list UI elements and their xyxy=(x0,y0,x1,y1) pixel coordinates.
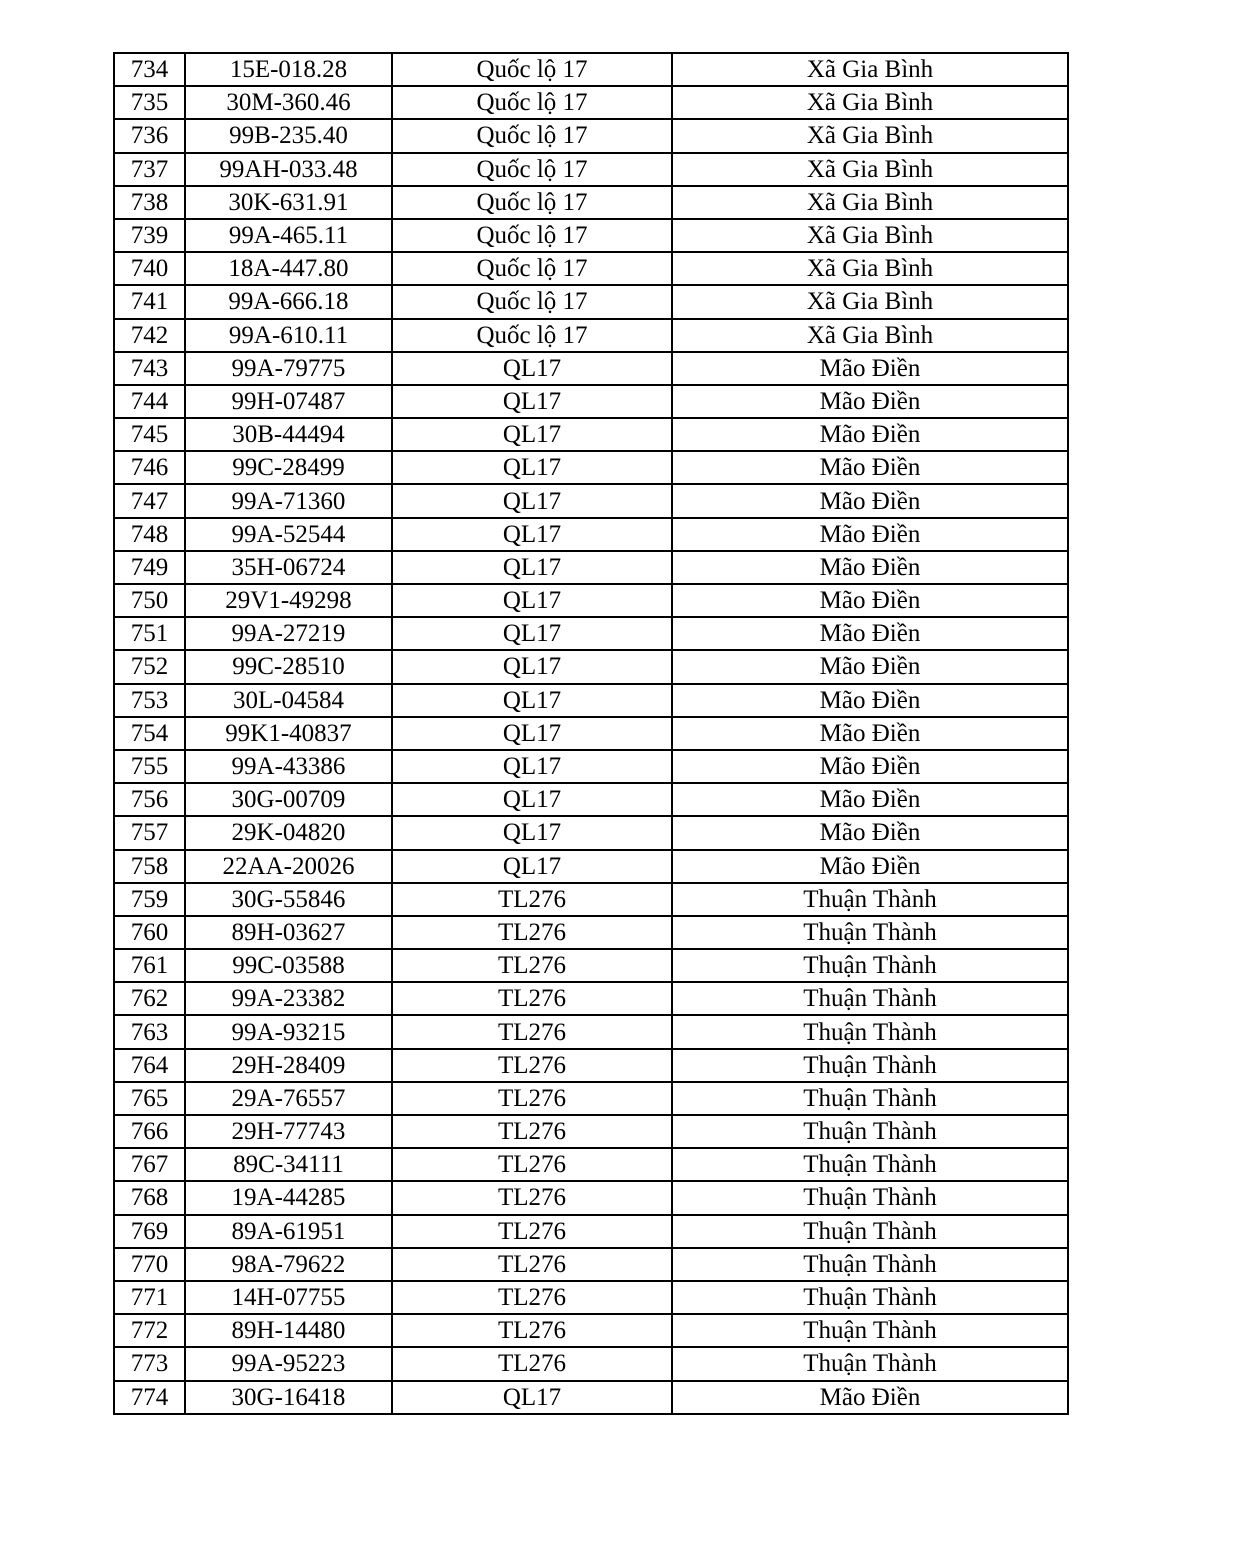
table-row xyxy=(114,850,1068,883)
road-cell: QL17 xyxy=(392,484,672,517)
table-row xyxy=(114,484,1068,517)
license-plate-cell: 30L-04584 xyxy=(185,684,392,717)
table-row xyxy=(114,949,1068,982)
location-cell: Thuận Thành xyxy=(672,1347,1068,1380)
location-cell: Mão Điền xyxy=(672,418,1068,451)
table-row xyxy=(114,684,1068,717)
road-cell: QL17 xyxy=(392,617,672,650)
license-plate-cell: 89C-34111 xyxy=(185,1148,392,1181)
table-row xyxy=(114,717,1068,750)
row-number-cell: 765 xyxy=(114,1082,185,1115)
row-number-cell: 769 xyxy=(114,1215,185,1248)
row-number-cell: 740 xyxy=(114,252,185,285)
table-row xyxy=(114,584,1068,617)
license-plate-cell: 29A-76557 xyxy=(185,1082,392,1115)
row-number-cell: 751 xyxy=(114,617,185,650)
location-cell: Mão Điền xyxy=(672,518,1068,551)
table-row xyxy=(114,418,1068,451)
location-cell: Xã Gia Bình xyxy=(672,119,1068,152)
table-row xyxy=(114,1148,1068,1181)
location-cell: Mão Điền xyxy=(672,816,1068,849)
license-plate-cell: 19A-44285 xyxy=(185,1181,392,1214)
row-number-cell: 771 xyxy=(114,1281,185,1314)
row-number-cell: 757 xyxy=(114,816,185,849)
table-row xyxy=(114,1281,1068,1314)
row-number-cell: 747 xyxy=(114,484,185,517)
table-row xyxy=(114,53,1068,86)
table-row xyxy=(114,982,1068,1015)
table-row xyxy=(114,883,1068,916)
row-number-cell: 768 xyxy=(114,1181,185,1214)
license-plate-cell: 99A-93215 xyxy=(185,1015,392,1048)
location-cell: Xã Gia Bình xyxy=(672,186,1068,219)
license-plate-cell: 99C-28510 xyxy=(185,650,392,683)
road-cell: TL276 xyxy=(392,1181,672,1214)
license-plate-cell: 30G-16418 xyxy=(185,1381,392,1414)
road-cell: TL276 xyxy=(392,1049,672,1082)
road-cell: TL276 xyxy=(392,1115,672,1148)
table-row xyxy=(114,816,1068,849)
road-cell: QL17 xyxy=(392,551,672,584)
table-row xyxy=(114,1082,1068,1115)
location-cell: Xã Gia Bình xyxy=(672,319,1068,352)
location-cell: Mão Điền xyxy=(672,551,1068,584)
location-cell: Mão Điền xyxy=(672,584,1068,617)
table-row xyxy=(114,1381,1068,1414)
table-row xyxy=(114,352,1068,385)
license-plate-cell: 18A-447.80 xyxy=(185,252,392,285)
road-cell: TL276 xyxy=(392,1082,672,1115)
license-plate-cell: 99C-28499 xyxy=(185,451,392,484)
location-cell: Thuận Thành xyxy=(672,1314,1068,1347)
road-cell: Quốc lộ 17 xyxy=(392,53,672,86)
row-number-cell: 742 xyxy=(114,319,185,352)
location-cell: Mão Điền xyxy=(672,750,1068,783)
license-plate-cell: 99B-235.40 xyxy=(185,119,392,152)
location-cell: Mão Điền xyxy=(672,684,1068,717)
row-number-cell: 762 xyxy=(114,982,185,1015)
road-cell: TL276 xyxy=(392,916,672,949)
license-plate-cell: 89H-14480 xyxy=(185,1314,392,1347)
row-number-cell: 753 xyxy=(114,684,185,717)
table-row xyxy=(114,1115,1068,1148)
table-row xyxy=(114,1347,1068,1380)
license-plate-cell: 98A-79622 xyxy=(185,1248,392,1281)
license-plate-cell: 89A-61951 xyxy=(185,1215,392,1248)
road-cell: Quốc lộ 17 xyxy=(392,186,672,219)
table-row xyxy=(114,252,1068,285)
table-row xyxy=(114,285,1068,318)
table-row xyxy=(114,783,1068,816)
road-cell: Quốc lộ 17 xyxy=(392,86,672,119)
table-row xyxy=(114,750,1068,783)
road-cell: QL17 xyxy=(392,717,672,750)
road-cell: QL17 xyxy=(392,451,672,484)
table-row xyxy=(114,1049,1068,1082)
road-cell: TL276 xyxy=(392,1215,672,1248)
road-cell: Quốc lộ 17 xyxy=(392,219,672,252)
license-plate-cell: 30B-44494 xyxy=(185,418,392,451)
road-cell: QL17 xyxy=(392,385,672,418)
row-number-cell: 746 xyxy=(114,451,185,484)
license-plate-cell: 30G-55846 xyxy=(185,883,392,916)
license-plate-cell: 30G-00709 xyxy=(185,783,392,816)
road-cell: QL17 xyxy=(392,352,672,385)
location-cell: Mão Điền xyxy=(672,385,1068,418)
road-cell: TL276 xyxy=(392,1314,672,1347)
road-cell: QL17 xyxy=(392,850,672,883)
license-plate-cell: 99A-52544 xyxy=(185,518,392,551)
license-plate-cell: 14H-07755 xyxy=(185,1281,392,1314)
location-cell: Thuận Thành xyxy=(672,1115,1068,1148)
license-plate-cell: 35H-06724 xyxy=(185,551,392,584)
row-number-cell: 752 xyxy=(114,650,185,683)
road-cell: TL276 xyxy=(392,1248,672,1281)
location-cell: Thuận Thành xyxy=(672,1148,1068,1181)
license-plate-cell: 29K-04820 xyxy=(185,816,392,849)
road-cell: QL17 xyxy=(392,750,672,783)
license-plate-cell: 30K-631.91 xyxy=(185,186,392,219)
row-number-cell: 774 xyxy=(114,1381,185,1414)
road-cell: QL17 xyxy=(392,1381,672,1414)
road-cell: TL276 xyxy=(392,1347,672,1380)
row-number-cell: 770 xyxy=(114,1248,185,1281)
license-plate-cell: 15E-018.28 xyxy=(185,53,392,86)
row-number-cell: 739 xyxy=(114,219,185,252)
row-number-cell: 766 xyxy=(114,1115,185,1148)
road-cell: TL276 xyxy=(392,982,672,1015)
license-plate-cell: 99C-03588 xyxy=(185,949,392,982)
license-plate-cell: 99A-666.18 xyxy=(185,285,392,318)
location-cell: Thuận Thành xyxy=(672,1215,1068,1248)
location-cell: Thuận Thành xyxy=(672,1181,1068,1214)
location-cell: Mão Điền xyxy=(672,650,1068,683)
row-number-cell: 744 xyxy=(114,385,185,418)
road-cell: QL17 xyxy=(392,650,672,683)
table-row xyxy=(114,86,1068,119)
license-plate-cell: 99K1-40837 xyxy=(185,717,392,750)
table-row xyxy=(114,650,1068,683)
table-row xyxy=(114,1248,1068,1281)
license-plate-cell: 99A-23382 xyxy=(185,982,392,1015)
road-cell: TL276 xyxy=(392,949,672,982)
location-cell: Thuận Thành xyxy=(672,982,1068,1015)
road-cell: Quốc lộ 17 xyxy=(392,119,672,152)
road-cell: QL17 xyxy=(392,816,672,849)
table-row xyxy=(114,1314,1068,1347)
table-body xyxy=(114,53,1068,1414)
row-number-cell: 737 xyxy=(114,153,185,186)
row-number-cell: 772 xyxy=(114,1314,185,1347)
location-cell: Xã Gia Bình xyxy=(672,153,1068,186)
location-cell: Mão Điền xyxy=(672,352,1068,385)
row-number-cell: 748 xyxy=(114,518,185,551)
road-cell: QL17 xyxy=(392,418,672,451)
row-number-cell: 741 xyxy=(114,285,185,318)
table-row xyxy=(114,219,1068,252)
license-plate-cell: 29H-77743 xyxy=(185,1115,392,1148)
table-row xyxy=(114,1215,1068,1248)
license-plate-cell: 99A-71360 xyxy=(185,484,392,517)
location-cell: Thuận Thành xyxy=(672,1082,1068,1115)
license-plate-cell: 30M-360.46 xyxy=(185,86,392,119)
license-plate-cell: 29V1-49298 xyxy=(185,584,392,617)
table-row xyxy=(114,551,1068,584)
location-cell: Mão Điền xyxy=(672,1381,1068,1414)
location-cell: Thuận Thành xyxy=(672,1248,1068,1281)
location-cell: Mão Điền xyxy=(672,451,1068,484)
license-plate-cell: 99H-07487 xyxy=(185,385,392,418)
table-row xyxy=(114,119,1068,152)
location-cell: Thuận Thành xyxy=(672,949,1068,982)
location-cell: Mão Điền xyxy=(672,717,1068,750)
row-number-cell: 754 xyxy=(114,717,185,750)
location-cell: Thuận Thành xyxy=(672,883,1068,916)
table-row xyxy=(114,916,1068,949)
row-number-cell: 764 xyxy=(114,1049,185,1082)
row-number-cell: 738 xyxy=(114,186,185,219)
row-number-cell: 759 xyxy=(114,883,185,916)
location-cell: Xã Gia Bình xyxy=(672,252,1068,285)
license-plate-cell: 29H-28409 xyxy=(185,1049,392,1082)
row-number-cell: 735 xyxy=(114,86,185,119)
location-cell: Thuận Thành xyxy=(672,1015,1068,1048)
license-plate-cell: 99A-79775 xyxy=(185,352,392,385)
road-cell: QL17 xyxy=(392,684,672,717)
location-cell: Xã Gia Bình xyxy=(672,53,1068,86)
license-plate-cell: 89H-03627 xyxy=(185,916,392,949)
license-plate-cell: 99A-610.11 xyxy=(185,319,392,352)
license-plate-cell: 99AH-033.48 xyxy=(185,153,392,186)
license-plate-cell: 99A-465.11 xyxy=(185,219,392,252)
location-cell: Xã Gia Bình xyxy=(672,285,1068,318)
location-cell: Thuận Thành xyxy=(672,1281,1068,1314)
location-cell: Xã Gia Bình xyxy=(672,86,1068,119)
road-cell: Quốc lộ 17 xyxy=(392,252,672,285)
violations-table xyxy=(113,52,1069,1415)
road-cell: Quốc lộ 17 xyxy=(392,285,672,318)
row-number-cell: 749 xyxy=(114,551,185,584)
row-number-cell: 756 xyxy=(114,783,185,816)
row-number-cell: 736 xyxy=(114,119,185,152)
table-row xyxy=(114,319,1068,352)
location-cell: Mão Điền xyxy=(672,617,1068,650)
row-number-cell: 745 xyxy=(114,418,185,451)
license-plate-cell: 99A-95223 xyxy=(185,1347,392,1380)
table-row xyxy=(114,451,1068,484)
license-plate-cell: 99A-43386 xyxy=(185,750,392,783)
road-cell: TL276 xyxy=(392,1281,672,1314)
table-row xyxy=(114,617,1068,650)
table-row xyxy=(114,1015,1068,1048)
row-number-cell: 761 xyxy=(114,949,185,982)
road-cell: TL276 xyxy=(392,1148,672,1181)
location-cell: Xã Gia Bình xyxy=(672,219,1068,252)
road-cell: TL276 xyxy=(392,1015,672,1048)
road-cell: QL17 xyxy=(392,584,672,617)
table-row xyxy=(114,153,1068,186)
road-cell: QL17 xyxy=(392,783,672,816)
location-cell: Mão Điền xyxy=(672,850,1068,883)
row-number-cell: 743 xyxy=(114,352,185,385)
location-cell: Mão Điền xyxy=(672,484,1068,517)
location-cell: Mão Điền xyxy=(672,783,1068,816)
row-number-cell: 755 xyxy=(114,750,185,783)
license-plate-cell: 22AA-20026 xyxy=(185,850,392,883)
road-cell: Quốc lộ 17 xyxy=(392,153,672,186)
table-row xyxy=(114,518,1068,551)
table-row xyxy=(114,1181,1068,1214)
row-number-cell: 758 xyxy=(114,850,185,883)
table-row xyxy=(114,186,1068,219)
location-cell: Thuận Thành xyxy=(672,916,1068,949)
road-cell: TL276 xyxy=(392,883,672,916)
license-plate-cell: 99A-27219 xyxy=(185,617,392,650)
road-cell: QL17 xyxy=(392,518,672,551)
row-number-cell: 750 xyxy=(114,584,185,617)
table-row xyxy=(114,385,1068,418)
row-number-cell: 763 xyxy=(114,1015,185,1048)
road-cell: Quốc lộ 17 xyxy=(392,319,672,352)
row-number-cell: 773 xyxy=(114,1347,185,1380)
location-cell: Thuận Thành xyxy=(672,1049,1068,1082)
row-number-cell: 760 xyxy=(114,916,185,949)
row-number-cell: 734 xyxy=(114,53,185,86)
row-number-cell: 767 xyxy=(114,1148,185,1181)
